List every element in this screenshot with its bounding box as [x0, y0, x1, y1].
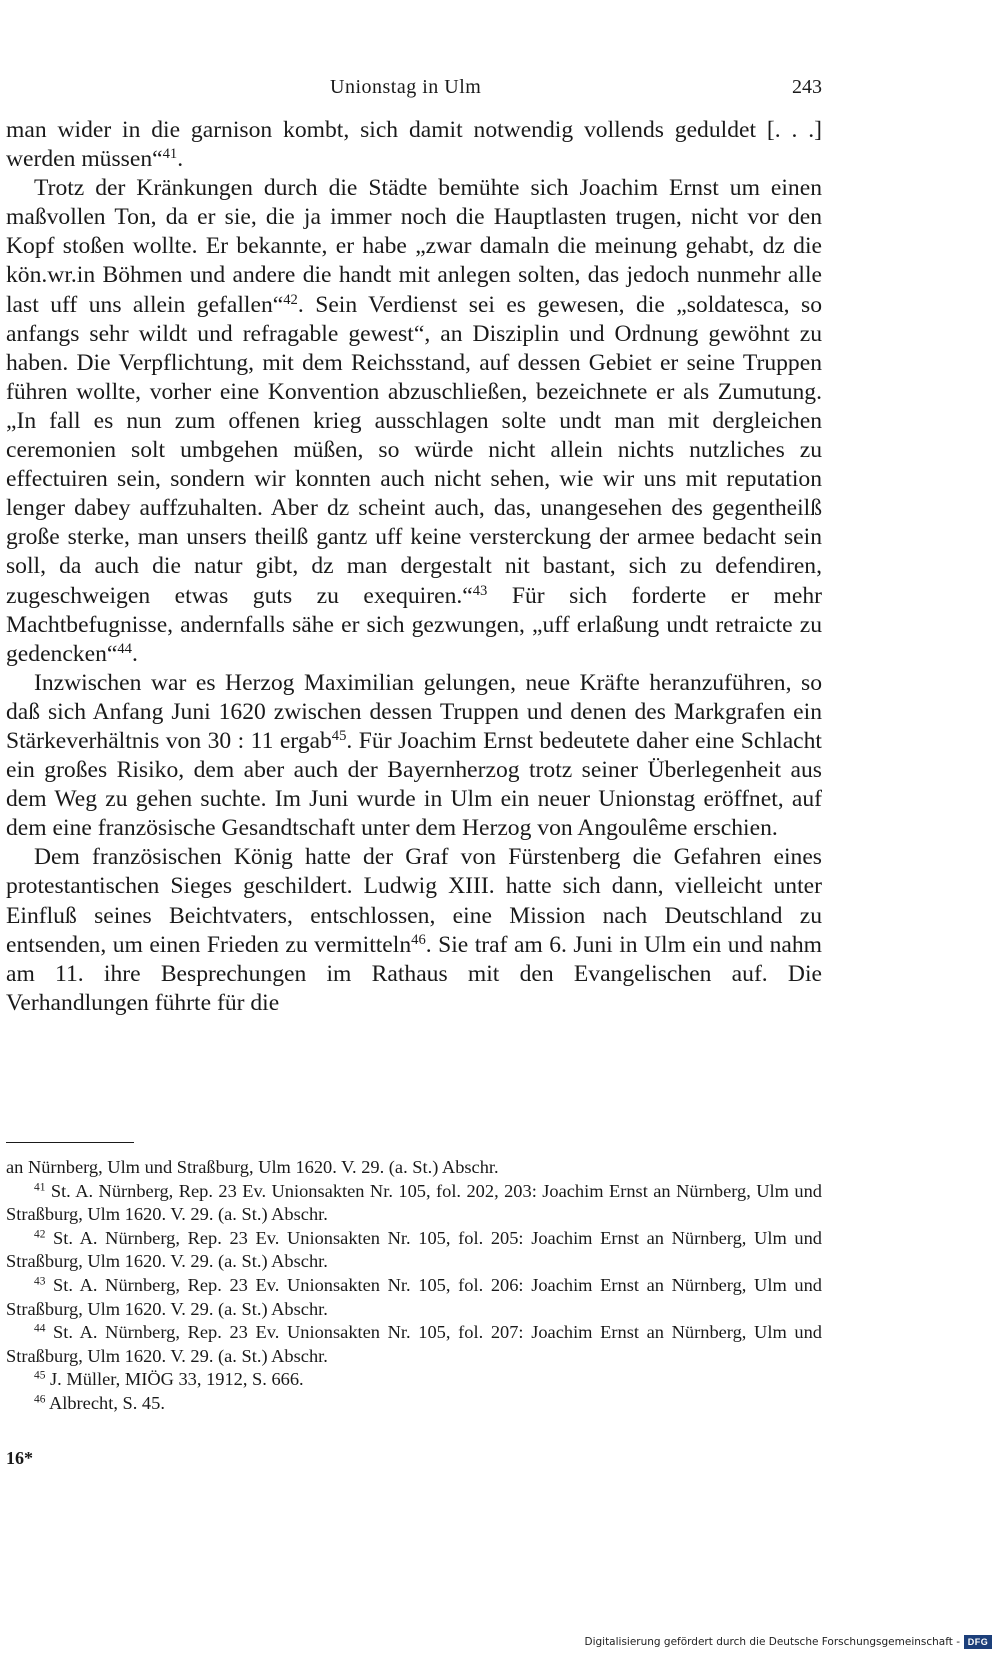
footnote-ref: 45	[331, 727, 347, 744]
paragraph-text: man wider in die garnison kombt, sich damit notwendig vollends geduldet [. . .] werden müssen“	[6, 117, 822, 173]
paragraph-text: .	[131, 640, 138, 667]
footnote-text: St. A. Nürnberg, Rep. 23 Ev. Unionsakten Nr. 105, fol. 206: Joachim Ernst an Nürnberg, Ulm und Straßburg, Ulm 1620. V. 29. (a. St.) Abschr.	[6, 1274, 822, 1319]
paragraph-text: Inzwischen war es Herzog Maximilian gelungen, neue Kräfte heranzuführen, so daß sich Anfang Juni 1620 zwischen dessen Truppen und denen des Markgrafen ein Stärkeverhältnis von 30 : 11 ergab	[6, 669, 822, 754]
footnote-text: St. A. Nürnberg, Rep. 23 Ev. Unionsakten Nr. 105, fol. 205: Joachim Ernst an Nürnberg, Ulm und Straßburg, Ulm 1620. V. 29. (a. St.) Abschr.	[6, 1227, 822, 1272]
paragraph-text: Für sich forderte er mehr Machtbefugnisse, andernfalls sähe er sich gezwungen, „uff erlaßung undt retraicte zu gedencken“	[6, 582, 822, 667]
paragraph-2	[6, 174, 822, 669]
digitization-credit	[584, 1633, 992, 1651]
footnote-divider	[6, 1142, 134, 1143]
footnote-text: St. A. Nürnberg, Rep. 23 Ev. Unionsakten Nr. 105, fol. 202, 203: Joachim Ernst an Nürnberg, Ulm und Straßburg, Ulm 1620. V. 29. (a. St.) Abschr.	[6, 1180, 822, 1225]
page-number: 243	[792, 76, 822, 98]
paragraph-text: . Für Joachim Ernst bedeutete daher eine Schlacht ein großes Risiko, dem aber auch der Bayernherzog trotz seiner Überlegenheit aus dem Weg zu gehen suchte. Im Juni wurde in Ulm ein neuer Unionstag eröffnet, auf dem eine französische Gesandtschaft unter dem Herzog von Angoulême erschien.	[6, 727, 822, 842]
footnote-number: 45	[34, 1370, 46, 1383]
body-text	[6, 116, 822, 1018]
footnote-carryover: an Nürnberg, Ulm und Straßburg, Ulm 1620. V. 29. (a. St.) Abschr.	[6, 1157, 499, 1177]
paragraph-text: .	[177, 146, 184, 173]
paragraph-text: Trotz der Kränkungen durch die Städte bemühte sich Joachim Ernst um einen maßvollen Ton, da er sie, die ja immer noch die Hauptlasten trugen, nicht vor den Kopf stoßen wollte. Er bekannte, er habe „zwar damaln die meinung gehabt, dz die kön.wr.in Böhmen und andere die handt mit anlegen solten, das jedoch nunmehr alle last uff uns allein gefallen“	[6, 175, 822, 318]
footnote-number: 42	[34, 1228, 46, 1241]
running-title: Unionstag in Ulm	[330, 76, 482, 98]
footnote-ref: 46	[411, 931, 426, 948]
footnote-ref: 43	[472, 582, 488, 599]
footnote-ref: 44	[117, 640, 132, 657]
footnote-45	[6, 1368, 822, 1392]
footnote-44	[6, 1321, 822, 1368]
footnote-42	[6, 1227, 822, 1274]
footnote-text: J. Müller, MIÖG 33, 1912, S. 666.	[45, 1369, 304, 1390]
paragraph-text: . Sein Verdienst sei es gewesen, die „soldatesca, so anfangs sehr wildt und refragable gewest“, an Disziplin und Ordnung gewöhnt zu haben. Die Verpflichtung, mit dem Reichsstand, auf dessen Gebiet er seine Truppen führen wollte, vorher eine Konvention abzuschließen, bezeichnete er als Zumutung. „In fall es nun zum offenen krieg ausschlagen solte undt man mit dergleichen ceremonien solt umbgehen müßen, so würde nicht allein nichts nutzliches zu effectuiren sein, sondern wir konnten auch nicht sehen, wie wir uns mit reputation lenger dabey auffzuhalten. Aber dz scheint auch, das, unangesehen des gegentheilß große sterke, man unsers theilß gantz uff keine versterckung der armee bedacht sein soll, da auch die natur gibt, dz man dergestalt nit bastant, sich zu defendiren, zugeschweigen etwas guts zu exequiren.“	[6, 291, 822, 609]
page-header	[0, 76, 822, 106]
paragraph-text: . Sie traf am 6. Juni in Ulm ein und nahm am 11. ihre Besprechungen im Rathaus mit den Evangelischen auf. Die Verhandlungen führte für die	[6, 931, 822, 1016]
footnote-ref: 42	[283, 291, 298, 308]
paragraph-3	[6, 669, 822, 844]
footnote-number: 41	[34, 1181, 46, 1194]
footnote-number: 43	[34, 1275, 46, 1288]
footnote-text: St. A. Nürnberg, Rep. 23 Ev. Unionsakten Nr. 105, fol. 207: Joachim Ernst an Nürnberg, Ulm und Straßburg, Ulm 1620. V. 29. (a. St.) Abschr.	[6, 1322, 822, 1366]
footnote-ref: 41	[162, 146, 178, 163]
dfg-logo: DFG	[964, 1635, 992, 1649]
signature-mark: 16*	[6, 1448, 33, 1468]
footnote-text: Albrecht, S. 45.	[45, 1392, 165, 1413]
paragraph-text: Dem französischen König hatte der Graf von Fürstenberg die Gefahren eines protestantischen Sieges geschildert. Ludwig XIII. hatte sich dann, vielleicht unter Einfluß seines Beichtvaters, entschlossen, eine Mission nach Deutschland zu entsenden, um einen Frieden zu vermitteln	[6, 844, 822, 958]
footnote-43	[6, 1274, 822, 1321]
paragraph-1	[6, 116, 822, 174]
footnote-number: 44	[34, 1322, 46, 1335]
footnote-number: 46	[34, 1393, 46, 1406]
paragraph-4	[6, 843, 822, 1018]
footnote-41	[6, 1180, 822, 1227]
credit-text: Digitalisierung gefördert durch die Deutsche Forschungsgemeinschaft -	[584, 1636, 960, 1648]
footnotes	[6, 1156, 822, 1416]
footnote-46	[6, 1392, 822, 1416]
